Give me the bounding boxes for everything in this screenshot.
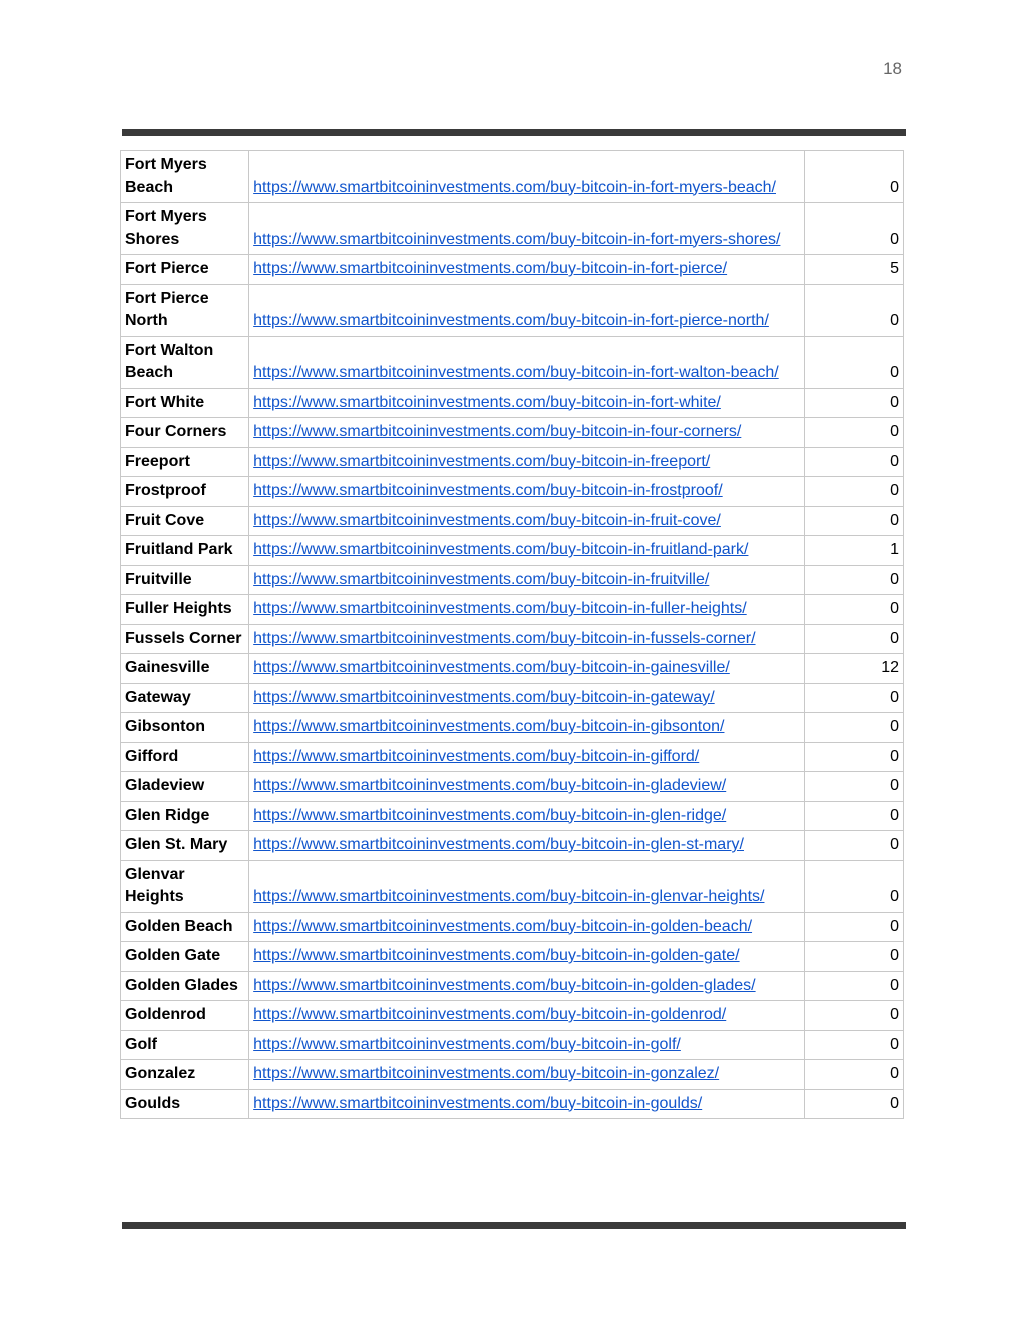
city-links-table: [120, 150, 904, 1119]
table-row: [121, 595, 904, 625]
table-row: [121, 1001, 904, 1031]
count-value: 0: [804, 336, 903, 388]
url-cell: [249, 1030, 805, 1060]
city-name: Freeport: [121, 447, 249, 477]
city-name: Glen St. Mary: [121, 831, 249, 861]
city-name: Fort Myers Shores: [121, 203, 249, 255]
page-number: 18: [883, 59, 902, 78]
table-row: [121, 447, 904, 477]
city-url-link[interactable]: https://www.smartbitcoininvestments.com/buy-bitcoin-in-fort-pierce-north/: [253, 312, 769, 329]
url-cell: [249, 1089, 805, 1119]
table-row: [121, 801, 904, 831]
city-url-link[interactable]: https://www.smartbitcoininvestments.com/buy-bitcoin-in-golf/: [253, 1035, 681, 1053]
table-row: [121, 942, 904, 972]
count-value: 0: [804, 418, 903, 448]
city-url-link[interactable]: https://www.smartbitcoininvestments.com/buy-bitcoin-in-goulds/: [253, 1094, 703, 1112]
count-value: 0: [804, 1001, 903, 1031]
table-row: [121, 912, 904, 942]
url-cell: [249, 203, 805, 255]
city-name: Fruitville: [121, 565, 249, 595]
url-cell: [249, 565, 805, 595]
url-cell: [249, 536, 805, 566]
city-name: Golden Beach: [121, 912, 249, 942]
city-url-link[interactable]: https://www.smartbitcoininvestments.com/buy-bitcoin-in-fruit-cove/: [253, 511, 721, 529]
url-cell: [249, 1060, 805, 1090]
url-cell: [249, 595, 805, 625]
city-url-link[interactable]: https://www.smartbitcoininvestments.com/buy-bitcoin-in-glenvar-heights/: [253, 888, 765, 905]
city-url-link[interactable]: https://www.smartbitcoininvestments.com/buy-bitcoin-in-fruitville/: [253, 570, 710, 588]
count-value: 0: [804, 595, 903, 625]
city-url-link[interactable]: https://www.smartbitcoininvestments.com/buy-bitcoin-in-golden-glades/: [253, 976, 756, 994]
city-url-link[interactable]: https://www.smartbitcoininvestments.com/buy-bitcoin-in-golden-gate/: [253, 947, 740, 964]
count-value: 5: [804, 255, 903, 285]
city-name: Fort Pierce: [121, 255, 249, 285]
city-url-link[interactable]: https://www.smartbitcoininvestments.com/buy-bitcoin-in-gibsonton/: [253, 718, 725, 735]
table-row: [121, 1089, 904, 1119]
count-value: 0: [804, 506, 903, 536]
table-row: [121, 477, 904, 507]
url-cell: [249, 477, 805, 507]
url-cell: [249, 418, 805, 448]
url-cell: [249, 336, 805, 388]
url-cell: [249, 742, 805, 772]
city-name: Glenvar Heights: [121, 860, 249, 912]
city-name: Glen Ridge: [121, 801, 249, 831]
city-url-link[interactable]: https://www.smartbitcoininvestments.com/buy-bitcoin-in-golden-beach/: [253, 917, 753, 935]
count-value: 0: [804, 1089, 903, 1119]
url-cell: [249, 284, 805, 336]
city-url-link[interactable]: https://www.smartbitcoininvestments.com/buy-bitcoin-in-gainesville/: [253, 659, 730, 676]
table-row: [121, 565, 904, 595]
city-url-link[interactable]: https://www.smartbitcoininvestments.com/buy-bitcoin-in-fort-walton-beach/: [253, 364, 779, 381]
table-row: [121, 255, 904, 285]
count-value: 0: [804, 151, 903, 203]
count-value: 0: [804, 284, 903, 336]
city-url-link[interactable]: https://www.smartbitcoininvestments.com/buy-bitcoin-in-gladeview/: [253, 777, 727, 794]
table-row: [121, 151, 904, 203]
city-name: Fuller Heights: [121, 595, 249, 625]
city-name: Fort Pierce North: [121, 284, 249, 336]
table-body: [121, 151, 904, 1119]
url-cell: [249, 971, 805, 1001]
count-value: 0: [804, 860, 903, 912]
city-url-link[interactable]: https://www.smartbitcoininvestments.com/buy-bitcoin-in-frostproof/: [253, 482, 723, 499]
city-url-link[interactable]: https://www.smartbitcoininvestments.com/buy-bitcoin-in-four-corners/: [253, 423, 742, 440]
city-name: Four Corners: [121, 418, 249, 448]
table-row: [121, 831, 904, 861]
count-value: 0: [804, 477, 903, 507]
city-name: Fruit Cove: [121, 506, 249, 536]
footer-divider: [122, 1222, 906, 1229]
url-cell: [249, 388, 805, 418]
url-cell: [249, 772, 805, 802]
count-value: 0: [804, 388, 903, 418]
count-value: 0: [804, 942, 903, 972]
table-row: [121, 506, 904, 536]
url-cell: [249, 801, 805, 831]
city-name: Frostproof: [121, 477, 249, 507]
city-name: Goulds: [121, 1089, 249, 1119]
city-name: Golden Glades: [121, 971, 249, 1001]
count-value: 0: [804, 203, 903, 255]
url-cell: [249, 654, 805, 684]
table-row: [121, 203, 904, 255]
city-url-link[interactable]: https://www.smartbitcoininvestments.com/buy-bitcoin-in-fort-white/: [253, 393, 721, 411]
city-url-link[interactable]: https://www.smartbitcoininvestments.com/buy-bitcoin-in-fruitland-park/: [253, 541, 749, 558]
city-name: Gonzalez: [121, 1060, 249, 1090]
url-cell: [249, 831, 805, 861]
url-cell: [249, 506, 805, 536]
city-name: Fort White: [121, 388, 249, 418]
city-url-link[interactable]: https://www.smartbitcoininvestments.com/buy-bitcoin-in-fuller-heights/: [253, 600, 747, 617]
table-row: [121, 624, 904, 654]
city-name: Gifford: [121, 742, 249, 772]
table-row: [121, 971, 904, 1001]
url-cell: [249, 1001, 805, 1031]
city-name: Gateway: [121, 683, 249, 713]
city-url-link[interactable]: https://www.smartbitcoininvestments.com/buy-bitcoin-in-fort-myers-beach/: [253, 178, 776, 196]
table-row: [121, 284, 904, 336]
table-row: [121, 742, 904, 772]
city-name: Fruitland Park: [121, 536, 249, 566]
city-url-link[interactable]: https://www.smartbitcoininvestments.com/buy-bitcoin-in-gateway/: [253, 688, 715, 706]
table-row: [121, 388, 904, 418]
count-value: 0: [804, 565, 903, 595]
table-row: [121, 418, 904, 448]
city-url-link[interactable]: https://www.smartbitcoininvestments.com/buy-bitcoin-in-fussels-corner/: [253, 629, 756, 647]
count-value: 12: [804, 654, 903, 684]
city-name: Gibsonton: [121, 713, 249, 743]
city-url-link[interactable]: https://www.smartbitcoininvestments.com/buy-bitcoin-in-freeport/: [253, 452, 711, 470]
count-value: 0: [804, 1030, 903, 1060]
city-url-link[interactable]: https://www.smartbitcoininvestments.com/buy-bitcoin-in-fort-myers-shores/: [253, 230, 781, 248]
url-cell: [249, 713, 805, 743]
count-value: 0: [804, 772, 903, 802]
url-cell: [249, 912, 805, 942]
count-value: 0: [804, 683, 903, 713]
count-value: 0: [804, 801, 903, 831]
city-url-link[interactable]: https://www.smartbitcoininvestments.com/buy-bitcoin-in-fort-pierce/: [253, 260, 728, 277]
city-name: Goldenrod: [121, 1001, 249, 1031]
count-value: 0: [804, 1060, 903, 1090]
city-url-link[interactable]: https://www.smartbitcoininvestments.com/buy-bitcoin-in-gonzalez/: [253, 1065, 720, 1082]
city-name: Fort Walton Beach: [121, 336, 249, 388]
city-name: Gladeview: [121, 772, 249, 802]
city-url-link[interactable]: https://www.smartbitcoininvestments.com/buy-bitcoin-in-goldenrod/: [253, 1006, 727, 1023]
table-row: [121, 1030, 904, 1060]
table-row: [121, 772, 904, 802]
count-value: 1: [804, 536, 903, 566]
table-row: [121, 713, 904, 743]
table-row: [121, 654, 904, 684]
count-value: 0: [804, 742, 903, 772]
city-url-link[interactable]: https://www.smartbitcoininvestments.com/buy-bitcoin-in-glen-st-mary/: [253, 836, 744, 853]
city-url-link[interactable]: https://www.smartbitcoininvestments.com/buy-bitcoin-in-gifford/: [253, 747, 700, 765]
url-cell: [249, 942, 805, 972]
count-value: 0: [804, 971, 903, 1001]
city-name: Golden Gate: [121, 942, 249, 972]
table-row: [121, 1060, 904, 1090]
table-row: [121, 860, 904, 912]
url-cell: [249, 255, 805, 285]
url-cell: [249, 624, 805, 654]
city-name: Golf: [121, 1030, 249, 1060]
city-url-link[interactable]: https://www.smartbitcoininvestments.com/buy-bitcoin-in-glen-ridge/: [253, 806, 727, 824]
url-cell: [249, 151, 805, 203]
header-divider: [122, 129, 906, 136]
count-value: 0: [804, 713, 903, 743]
city-name: Gainesville: [121, 654, 249, 684]
count-value: 0: [804, 624, 903, 654]
url-cell: [249, 683, 805, 713]
city-name: Fussels Corner: [121, 624, 249, 654]
count-value: 0: [804, 831, 903, 861]
table-row: [121, 336, 904, 388]
url-cell: [249, 447, 805, 477]
table-row: [121, 683, 904, 713]
count-value: 0: [804, 912, 903, 942]
table-row: [121, 536, 904, 566]
count-value: 0: [804, 447, 903, 477]
city-name: Fort Myers Beach: [121, 151, 249, 203]
url-cell: [249, 860, 805, 912]
